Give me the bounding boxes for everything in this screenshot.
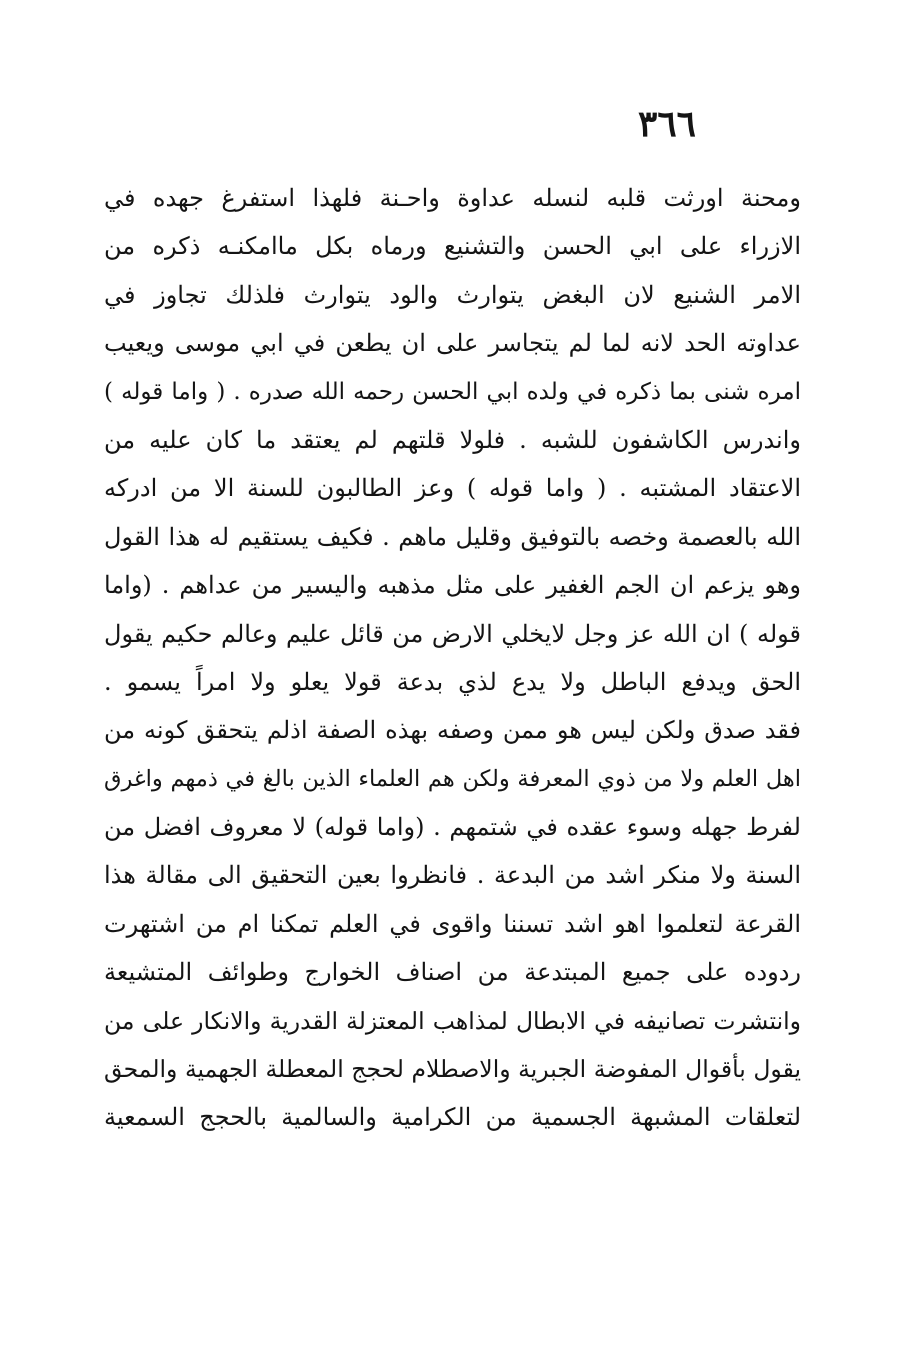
text-line: السنة ولا منكر اشد من البدعة . فانظروا بعين التحقيق الى مقالة هذا [104,861,801,890]
text-line: امره شنى بما ذكره في ولده ابي الحسن رحمه الله صدره . ( واما قوله ) [104,378,801,405]
text-line: لتعلقات المشبهة الجسمية من الكرامية والسالمية بالحجج السمعية [104,1103,801,1132]
text-line: اهل العلم ولا من ذوي المعرفة ولكن هم العلماء الذين بالغ في ذمهم واغرق [104,765,801,792]
text-line: يقول بأقوال المفوضة الجبرية والاصطلام لحجج المعطلة الجهمية والمحق [104,1055,801,1084]
text-line: واندرس الكاشفون للشبه . فلولا قلتهم لم يعتقد ما كان عليه من [104,425,801,454]
body-text [104,174,801,1142]
page-number: ٣٦٦ [637,103,696,145]
text-line: وهو يزعم ان الجم الغفير على مثل مذهبه واليسير من عداهم . (واما [104,571,801,600]
text-line: الحق ويدفع الباطل ولا يدع لذي بدعة قولا يعلو ولا امراً يسمو . [104,667,801,696]
text-line: ومحنة اورثت قلبه لنسله عداوة واحـنة فلهذا استفرغ جهده في [104,184,801,212]
text-line: قوله ) ان الله عز وجل لايخلي الارض من قائل عليم وعالم حكيم يقول [104,619,801,648]
text-line: الازراء على ابي الحسن والتشنيع ورماه بكل ماامكنـه ذكره من [104,232,801,261]
text-line: فقد صدق ولكن ليس هو ممن وصفه بهذه الصفة اذلم يتحقق كونه من [104,716,801,745]
text-line: الاعتقاد المشتبه . ( واما قوله ) وعز الطالبون للسنة الا من ادركه [104,474,801,503]
text-line: الله بالعصمة وخصه بالتوفيق وقليل ماهم . فكيف يستقيم له هذا القول [104,522,801,551]
text-line: لفرط جهله وسوء عقده في شتمهم . (واما قوله) لا معروف افضل من [104,813,801,842]
text-line: عداوته الحد لانه لما لم يتجاسر على ان يطعن في ابي موسى ويعيب [104,329,801,358]
text-line: ردوده على جميع المبتدعة من اصناف الخوارج وطوائف المتشيعة [104,958,801,987]
text-line: القرعة لتعلموا اهو اشد تسننا واقوى في العلم تمكنا ام من اشتهرت [104,909,801,938]
text-line: وانتشرت تصانيفه في الابطال لمذاهب المعتزلة القدرية والانكار على من [104,1006,801,1035]
text-line: الامر الشنيع لان البغض يتوارث والود يتوارث فلذلك تجاوز في [104,280,801,309]
